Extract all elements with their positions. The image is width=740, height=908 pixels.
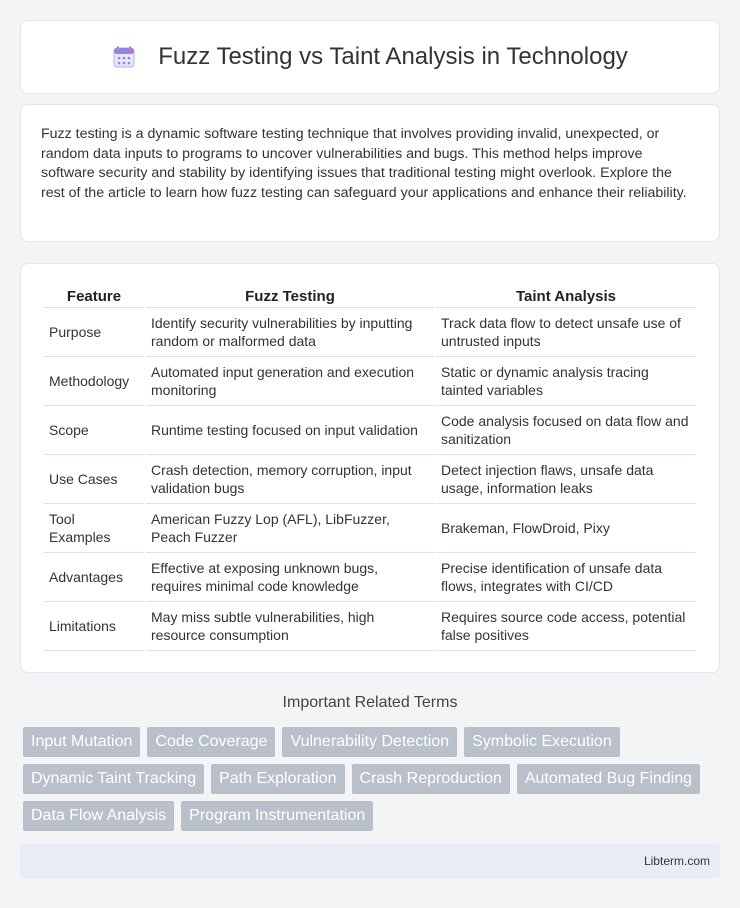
tag-program-instrumentation[interactable]: Program Instrumentation <box>181 801 373 831</box>
cell-fuzz: Identify security vulnerabilities by inputting random or malformed data <box>146 308 434 357</box>
footer <box>20 844 720 878</box>
title-card <box>20 20 720 94</box>
cell-taint: Detect injection flaws, unsafe data usage, information leaks <box>436 455 696 504</box>
cell-feature: Methodology <box>44 357 144 406</box>
tag-data-flow-analysis[interactable]: Data Flow Analysis <box>23 801 174 831</box>
cell-feature: Tool Examples <box>44 504 144 553</box>
cell-feature: Advantages <box>44 553 144 602</box>
cell-fuzz: Runtime testing focused on input validation <box>146 406 434 455</box>
tag-symbolic-execution[interactable]: Symbolic Execution <box>464 727 620 757</box>
cell-feature: Scope <box>44 406 144 455</box>
tag-input-mutation[interactable]: Input Mutation <box>23 727 140 757</box>
header-fuzz-testing: Fuzz Testing <box>146 286 434 308</box>
cell-taint: Code analysis focused on data flow and sanitization <box>436 406 696 455</box>
table-row <box>44 504 696 553</box>
cell-taint: Static or dynamic analysis tracing tainted variables <box>436 357 696 406</box>
tag-row <box>23 727 723 757</box>
cell-fuzz: Crash detection, memory corruption, input validation bugs <box>146 455 434 504</box>
cell-taint: Brakeman, FlowDroid, Pixy <box>436 504 696 553</box>
comparison-table <box>42 286 698 651</box>
footer-site-link[interactable]: Libterm.com <box>643 854 710 868</box>
table-row <box>44 602 696 651</box>
tag-row <box>23 801 723 831</box>
cell-fuzz: May miss subtle vulnerabilities, high resource consumption <box>146 602 434 651</box>
cell-feature: Purpose <box>44 308 144 357</box>
table-row <box>44 308 696 357</box>
tag-row <box>23 764 723 794</box>
table-row <box>44 553 696 602</box>
tag-automated-bug-finding[interactable]: Automated Bug Finding <box>517 764 700 794</box>
tag-path-exploration[interactable]: Path Exploration <box>211 764 344 794</box>
header-feature: Feature <box>44 286 144 308</box>
table-header-row <box>44 286 696 308</box>
table-row <box>44 455 696 504</box>
tag-code-coverage[interactable]: Code Coverage <box>147 727 275 757</box>
tag-dynamic-taint-tracking[interactable]: Dynamic Taint Tracking <box>23 764 204 794</box>
page-title: Fuzz Testing vs Taint Analysis in Technology <box>158 43 628 70</box>
related-terms-tags <box>23 727 723 838</box>
table-row <box>44 357 696 406</box>
calendar-icon <box>112 45 136 69</box>
related-terms-title: Important Related Terms <box>282 694 458 711</box>
tag-crash-reproduction[interactable]: Crash Reproduction <box>352 764 510 794</box>
cell-fuzz: American Fuzzy Lop (AFL), LibFuzzer, Peach Fuzzer <box>146 504 434 553</box>
table-row <box>44 406 696 455</box>
cell-taint: Requires source code access, potential false positives <box>436 602 696 651</box>
cell-fuzz: Automated input generation and execution monitoring <box>146 357 434 406</box>
cell-feature: Limitations <box>44 602 144 651</box>
intro-card <box>20 104 720 242</box>
cell-taint: Precise identification of unsafe data flows, integrates with CI/CD <box>436 553 696 602</box>
comparison-table-card <box>20 263 720 673</box>
tag-vulnerability-detection[interactable]: Vulnerability Detection <box>282 727 457 757</box>
cell-taint: Track data flow to detect unsafe use of untrusted inputs <box>436 308 696 357</box>
intro-paragraph: Fuzz testing is a dynamic software testing technique that involves providing invalid, unexpected, or random data inputs to programs to uncover vulnerabilities and bugs. This method helps improve software security and stability by identifying issues that traditional testing might overlook. Explore the rest of the article to learn how fuzz testing can safeguard your applications and enhance their reliability. <box>41 126 687 201</box>
header-taint-analysis: Taint Analysis <box>436 286 696 308</box>
cell-feature: Use Cases <box>44 455 144 504</box>
cell-fuzz: Effective at exposing unknown bugs, requires minimal code knowledge <box>146 553 434 602</box>
